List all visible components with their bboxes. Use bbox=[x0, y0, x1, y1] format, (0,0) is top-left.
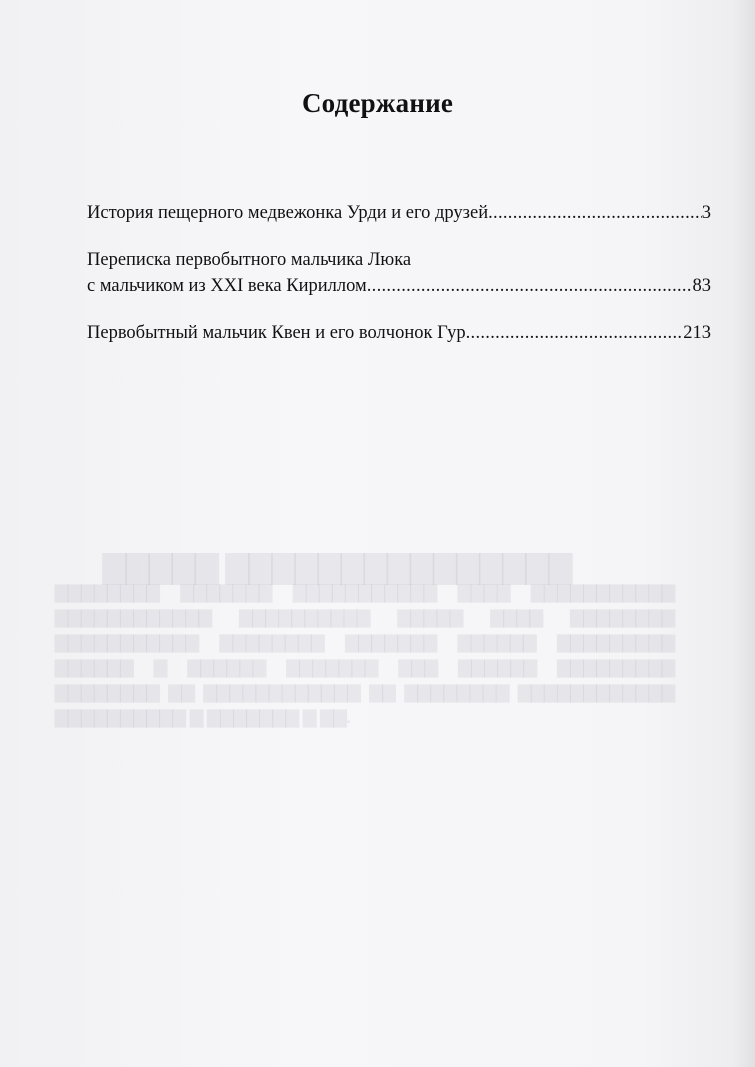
toc-entry[interactable] bbox=[87, 247, 711, 299]
toc-entry[interactable] bbox=[87, 320, 711, 346]
toc-page-number: 3 bbox=[701, 203, 711, 223]
toc-entry-line bbox=[87, 200, 711, 226]
dot-leader bbox=[488, 200, 702, 226]
toc-entry-title: История пещерного медвежонка Урди и его друзей bbox=[87, 203, 489, 223]
toc-entry-line bbox=[87, 273, 711, 299]
table-of-contents bbox=[87, 200, 711, 367]
toc-page-number: 213 bbox=[683, 323, 711, 343]
toc-entry-title: с мальчиком из XXI века Кириллом bbox=[87, 276, 367, 296]
dot-leader bbox=[367, 273, 693, 299]
toc-page-number: 83 bbox=[692, 276, 711, 296]
reverse-side-show-through: ▇▇▇▇▇ ▇▇▇▇▇▇▇▇▇▇▇▇▇▇▇ ▇▇▇▇▇▇▇▇ ▇▇▇▇▇▇▇ ▇▇▇▇▇▇▇▇▇▇▇ ▇▇▇▇ ▇▇▇▇▇▇▇▇▇▇▇ ▇▇▇▇▇▇▇▇▇▇▇▇ ▇▇▇▇▇▇▇▇▇▇ ▇▇▇▇▇ ▇▇▇▇ ▇▇▇▇▇▇▇▇ ▇▇▇▇▇▇▇▇▇▇▇ ▇▇▇▇▇▇▇▇ ▇▇▇▇▇▇▇ ▇▇▇▇▇▇ ▇▇▇▇▇▇▇▇▇ ▇▇▇▇▇▇ ▇ ▇▇▇▇▇▇ ▇▇▇▇▇▇▇ ▇▇▇ ▇▇▇▇▇▇ ▇▇▇▇▇▇▇▇▇ ▇▇▇▇▇▇▇▇ ▇▇ ▇▇▇▇▇▇▇▇▇▇▇▇ ▇▇ ▇▇▇▇▇▇▇▇ ▇▇▇▇▇▇▇▇▇▇▇▇ ▇▇▇▇▇▇▇▇▇▇ ▇ ▇▇▇▇▇▇▇ ▇ ▇▇. bbox=[55, 551, 675, 727]
toc-entry[interactable] bbox=[87, 200, 711, 226]
page-title: Содержание bbox=[301, 88, 454, 118]
toc-entry-title: Первобытный мальчик Квен и его волчонок Гур bbox=[87, 323, 466, 343]
toc-entry-line bbox=[87, 320, 711, 346]
dot-leader bbox=[466, 320, 684, 346]
page-edge-shadow bbox=[733, 0, 755, 1067]
toc-entry-title-line: Переписка первобытного мальчика Люка bbox=[87, 250, 412, 270]
